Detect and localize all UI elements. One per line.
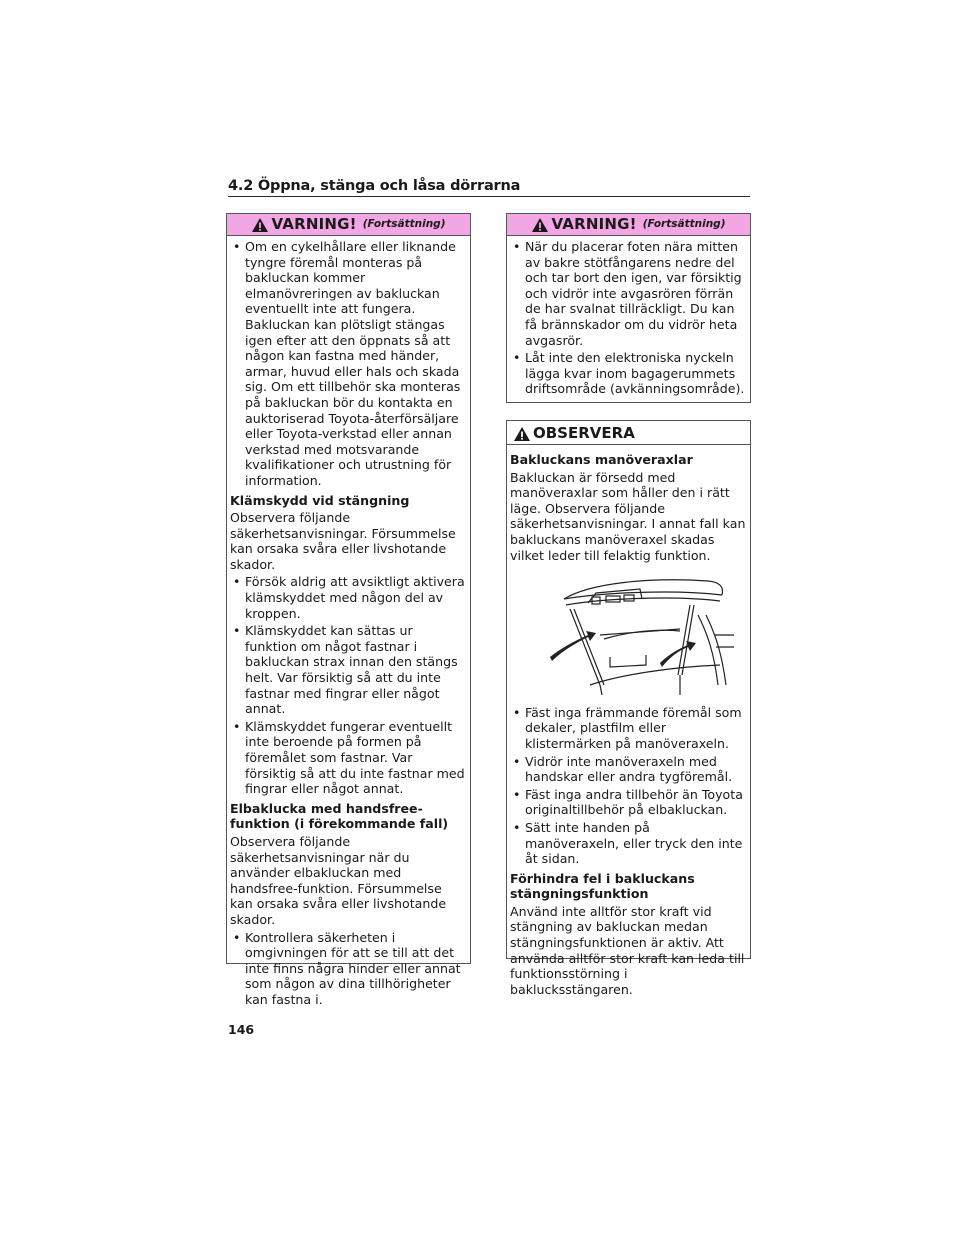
list-item: • När du placerar foten nära mitten av bakre stötfångarens nedre del och tar bort den igen, var försiktig och vidrör inte avgasrören förrän de har svalnat tillräckligt. Du kan få brännskador om du vidrör heta avgasrör. bbox=[510, 239, 747, 348]
list-item: • Klämskyddet kan sättas ur funktion om något fastnar i bakluckan strax innan den stängs helt. Var försiktig så att du inte fastnar med fingrar eller något annat. bbox=[230, 623, 467, 717]
tailgate-strut-illustration bbox=[530, 575, 736, 695]
paragraph: Observera följande säkerhetsanvisningar. Försummelse kan orsaka svåra eller livshotande skador. bbox=[230, 510, 456, 572]
subheading: Bakluckans manöveraxlar bbox=[510, 452, 693, 467]
list-item: • Vidrör inte manöveraxeln med handskar eller andra tygföremål. bbox=[510, 754, 747, 785]
warning-subtitle: (Fortsättning) bbox=[642, 217, 726, 230]
warning-header bbox=[507, 214, 750, 236]
warning-subtitle: (Fortsättning) bbox=[362, 217, 446, 230]
warning-box-right bbox=[506, 213, 751, 403]
paragraph: Använd inte alltför stor kraft vid stängning av bakluckan medan stängningsfunktionen är aktiv. Att använda alltför stor kraft kan leda till funktionsstörning i baklucksstängaren. bbox=[510, 903, 745, 997]
notice-title: OBSERVERA bbox=[533, 423, 635, 442]
page-number: 146 bbox=[228, 1022, 255, 1037]
warning-title: VARNING! bbox=[551, 214, 637, 233]
notice-box bbox=[506, 420, 751, 997]
list-item: • Om en cykelhållare eller liknande tyngre föremål monteras på bakluckan kommer elmanövreringen av bakluckan eventuellt inte att fungera. Bakluckan kan plötsligt stängas igen efter att den öppnats så att någon kan fastna med händer, armar, huvud eller hals och skada sig. Om ett tillbehör ska monteras på bakluckan bör du kontakta en auktoriserad Toyota-återförsäljare eller Toyota-verkstad eller annan verkstad med motsvarande kvalifikationer och utrustning för information. bbox=[230, 239, 467, 489]
list-item: • Försök aldrig att avsiktligt aktivera klämskyddet med någon del av kroppen. bbox=[230, 574, 467, 621]
list-item: • Klämskyddet fungerar eventuellt inte beroende på formen på föremålet som fastnar. Var försiktig så att du inte fastnar med fingrar eller något annat. bbox=[230, 719, 467, 797]
list-item: • Fäst inga andra tillbehör än Toyota originaltillbehör på elbakluckan. bbox=[510, 787, 747, 818]
paragraph: Bakluckan är försedd med manöveraxlar som håller den i rätt läge. Observera följande säkerhetsanvisningar. I annat fall kan bakluckans manöveraxel skadas vilket leder till felaktig funktion. bbox=[510, 469, 746, 563]
subheading: Förhindra fel i bakluckans stängningsfunktion bbox=[510, 870, 695, 902]
warning-box-left bbox=[226, 213, 471, 1007]
subheading: Elbaklucka med handsfree-funktion (i förekommande fall) bbox=[230, 800, 449, 832]
list-item: • Fäst inga främmande föremål som dekaler, plastfilm eller klistermärken på manöveraxeln. bbox=[510, 705, 747, 752]
list-item: • Låt inte den elektroniska nyckeln lägga kvar inom bagagerummets driftsområde (avkänningsområde). bbox=[510, 350, 747, 397]
paragraph: Observera följande säkerhetsanvisningar när du använder elbakluckan med handsfree-funktion. Försummelse kan orsaka svåra eller livshotande skador. bbox=[230, 833, 447, 927]
subheading: Klämskydd vid stängning bbox=[230, 492, 410, 508]
warning-header bbox=[227, 214, 470, 236]
caution-triangle-icon bbox=[513, 426, 531, 442]
notice-header bbox=[507, 423, 750, 445]
warning-triangle-icon bbox=[251, 217, 269, 233]
warning-title: VARNING! bbox=[271, 214, 357, 233]
list-item: • Sätt inte handen på manöveraxeln, eller tryck den inte åt sidan. bbox=[510, 820, 747, 867]
list-item: • Kontrollera säkerheten i omgivningen för att se till att det inte finns några hinder eller annat som någon av dina tillhörigheter kan fastna i. bbox=[230, 930, 467, 1008]
warning-triangle-icon bbox=[531, 217, 549, 233]
section-header: 4.2 Öppna, stänga och låsa dörrarna bbox=[228, 178, 750, 197]
